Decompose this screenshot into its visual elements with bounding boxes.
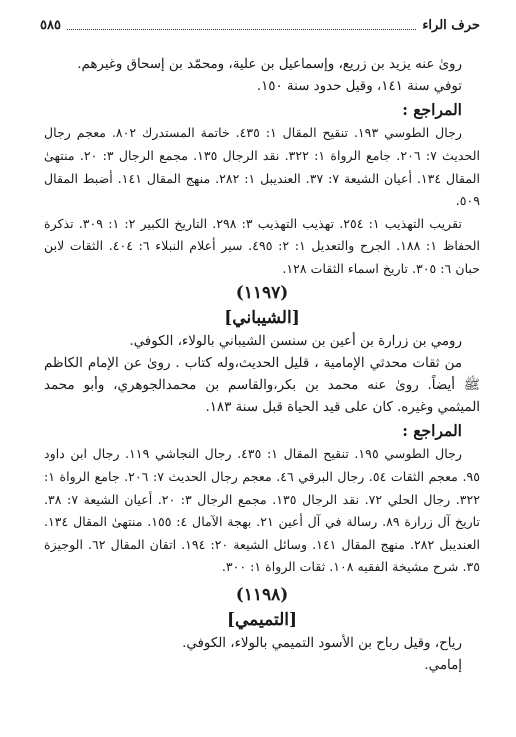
entry-text-line: رومي بن زرارة بن أعين بن سنسن الشيباني بالولاء، الكوفي. xyxy=(129,333,462,349)
page-content xyxy=(44,54,480,677)
references-paragraph: رجال الطوسي ١٩٥. تنقيح المقال ١: ٤٣٥. رجال النجاشي ١١٩. رجال ابن داود ٩٥. معجم الثقات ٥٤. رجال البرقي ٤٦. معجم رجال الحديث ٧: ٢٠٦. جامع الرواة ١: ٣٢٢. رجال الحلي ٧٢. نقد الرجال ١٣٥. مجمع الرجال ٣: ٢٠. أعيان الشيعة ٧: ٣٨. تاريخ آل زرارة ٨٩. رسالة في آل أعين ٢١. بهجة الآمال ٤: ١٥٥. منتهىٰ المقال ١٣٤. العنديبل ٢٨٢. منهج المقال ١٤١. وسائل الشيعة ٢٠: ١٩٤. اتقان المقال ٦٢. الوجيزة ٣٥. شرح مشيخة الفقيه ١٠٨. ثقات الرواة ١: ٣٠٠. xyxy=(44,446,481,575)
header-dot-leader xyxy=(67,21,416,30)
entry-text-line: توفي سنة ١٤١، وقيل حدود سنة ١٥٠. xyxy=(256,79,462,95)
references-heading: المراجع : xyxy=(402,100,462,120)
references-paragraph: تقريب التهذيب ١: ٢٥٤. تهذيب التهذيب ٣: ٢٩٨. التاريخ الكبير ٢: ١: ٣٠٩. تذكرة الحفاظ ١: ١٨٨. الجرح والتعديل ١: ٢: ٤٩٥. سير أعلام النبلاء ٦: ٤٠٤. الثقات لابن حبان ٦: ٣٠٥. تاريخ اسماء الثقات ١٢٨. xyxy=(44,215,481,276)
page-number: ٥٨٥ xyxy=(40,17,61,33)
section-title: حرف الراء xyxy=(422,17,480,33)
references-heading: المراجع : xyxy=(402,421,462,441)
references-paragraph: رجال الطوسي ١٩٣. تنقيح المقال ١: ٤٣٥. خاتمة المستدرك ٨٠٢. معجم رجال الحديث ٧: ٢٠٦. جامع الرواة ١: ٣٢٢. نقد الرجال ١٣٥. مجمع الرجال ٣: ٢٠. منتهىٰ المقال ١٣٤. أعيان الشيعة ٧: ٣٧. العنديبل ١: ٢٨٢. منهج المقال ١٤١. أضبط المقال ٥٠٩. xyxy=(44,125,480,209)
entry-text-line: إمامي. xyxy=(424,658,462,674)
entry-text-paragraph: من ثقات محدثي الإمامية ، قليل الحديث،وله كتاب . روىٰ عن الإمام الكاظم ﷺ أيضاً. روىٰ عنه محمد بن بكر،والقاسم بن محمدالجوهري، وأبو محمد الميثمي وغيره. كان على قيد الحياة قبل سنة ١٨٣. xyxy=(44,355,480,416)
entry-name: [الشيباني] xyxy=(224,307,300,328)
entry-number: (١١٩٨) xyxy=(235,584,289,605)
entry-text-line: رياح، وقيل رباح بن الأسود التميمي بالولاء، الكوفي. xyxy=(182,635,462,651)
entry-text-line: روىٰ عنه يزيد بن زريع، وإسماعيل بن علية، ومحمّد بن إسحاق وغيرهم. xyxy=(77,57,462,72)
entry-name: [التميمي] xyxy=(226,609,298,630)
entry-number: (١١٩٧) xyxy=(235,282,289,303)
page-header xyxy=(40,14,480,36)
